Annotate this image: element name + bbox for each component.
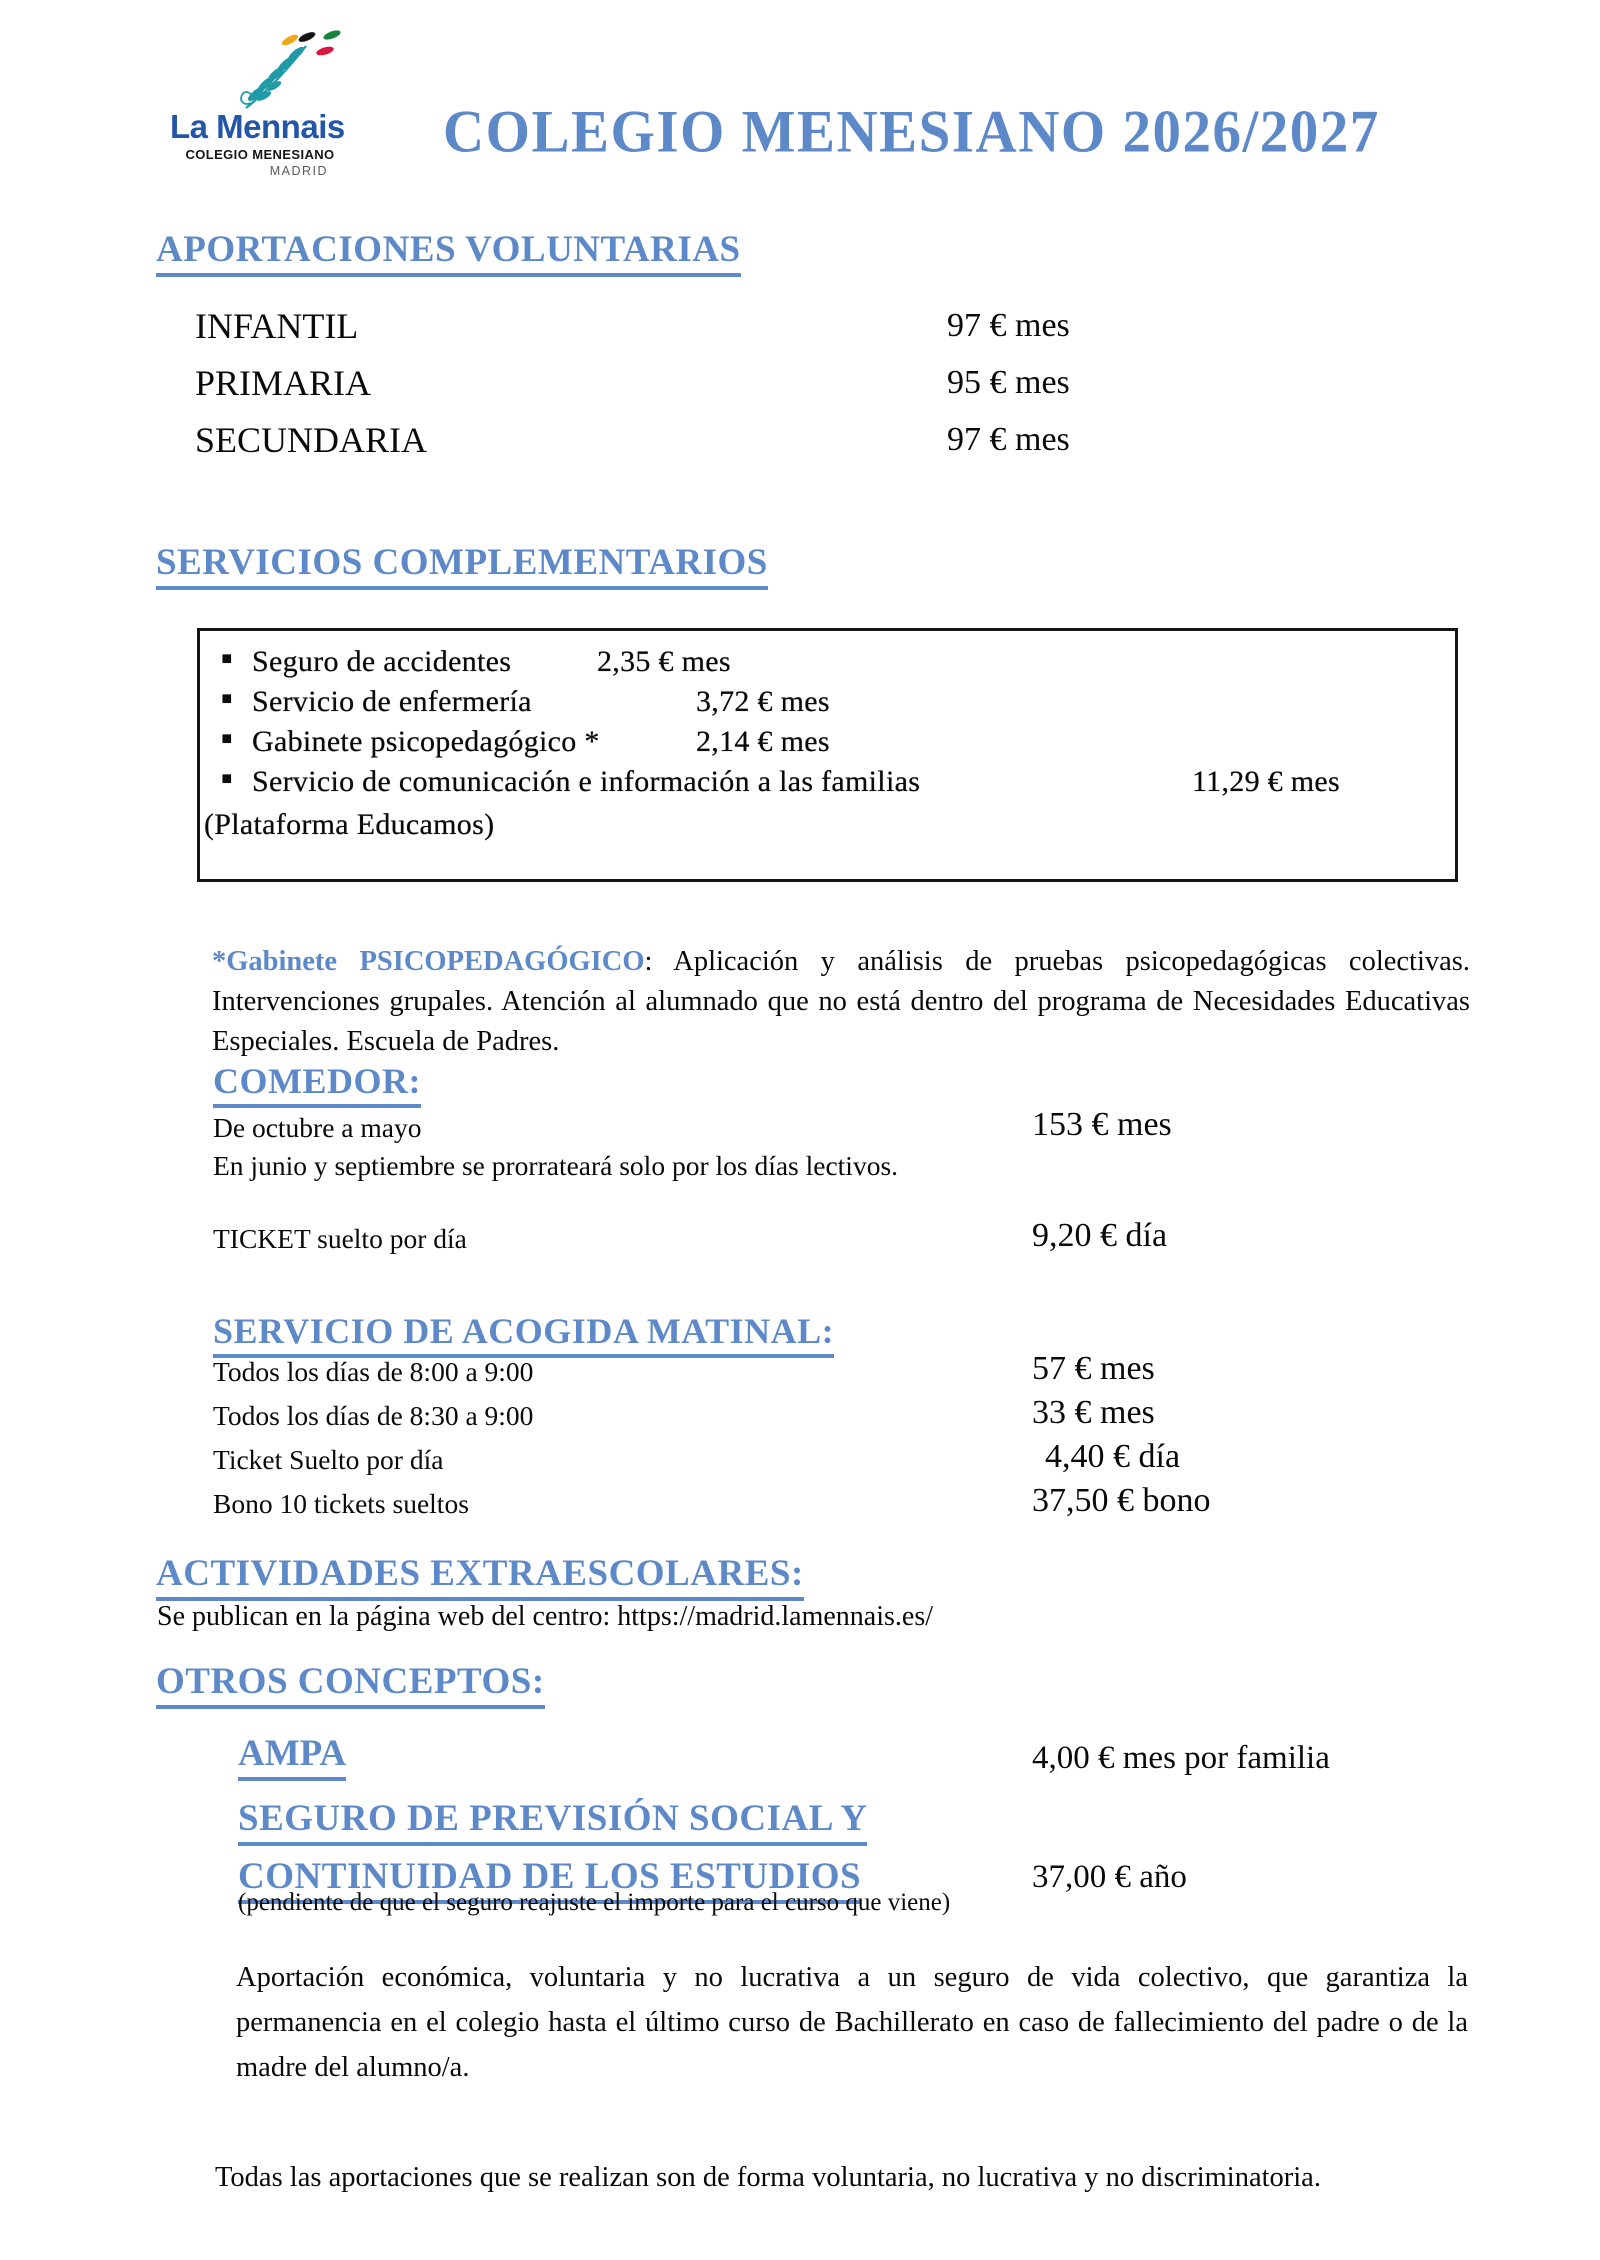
fee-price: 37,00 € año	[1032, 1859, 1187, 1895]
servicios-item	[221, 685, 1455, 725]
servicios-item-label: Seguro de accidentes	[252, 645, 512, 678]
servicios-item-price: 3,72 € mes	[696, 685, 830, 718]
servicios-item-label: Servicio de enfermería	[252, 685, 532, 718]
fee-label: PRIMARIA	[195, 363, 372, 403]
fee-label: TICKET suelto por día	[213, 1223, 467, 1254]
logo-leaf-icon	[228, 30, 343, 110]
fee-label: INFANTIL	[195, 306, 359, 346]
servicios-item-price: 2,14 € mes	[696, 725, 830, 758]
heading-actividades-extraescolares: ACTIVIDADES EXTRAESCOLARES:	[156, 1552, 804, 1601]
fee-price: 57 € mes	[1032, 1350, 1155, 1387]
fee-price: 153 € mes	[1032, 1106, 1172, 1143]
heading-comedor: COMEDOR:	[213, 1060, 421, 1108]
logo-subtitle: COLEGIO MENESIANO	[185, 147, 335, 162]
fee-row-acogida-830	[213, 1394, 1473, 1432]
fee-row-ampa	[238, 1732, 1498, 1781]
servicios-box-footer: (Plataforma Educamos)	[204, 808, 495, 841]
fee-price: 97 € mes	[947, 421, 1070, 458]
fee-row-comedor-ticket	[213, 1217, 1473, 1255]
servicios-item-price: 11,29 € mes	[1192, 765, 1341, 798]
servicios-item	[221, 645, 1455, 685]
fee-price: 4,40 € día	[1045, 1438, 1181, 1475]
school-logo	[170, 30, 350, 178]
bullet-square-icon: ▪	[221, 688, 233, 708]
bullet-square-icon: ▪	[221, 648, 233, 668]
heading-seguro-line1: SEGURO DE PREVISIÓN SOCIAL Y	[238, 1797, 867, 1846]
comedor-note: En junio y septiembre se prorrateará solo por los días lectivos.	[213, 1150, 899, 1181]
gabinete-note-text: : Aplicación y análisis de pruebas psicopedagógicas colectivas. Intervenciones grupales. Atención al alumnado que no está dentro del programa de Necesidades Educativas Especiales. Escuela de Padres.	[212, 946, 1470, 1057]
fee-price: 9,20 € día	[1032, 1217, 1168, 1254]
fee-row-infantil	[195, 305, 1475, 347]
fee-price: 4,00 € mes por familia	[1032, 1740, 1330, 1776]
fee-price: 97 € mes	[947, 307, 1070, 344]
fee-row-comedor-mensual	[213, 1106, 1473, 1144]
fee-label: SECUNDARIA	[195, 420, 428, 460]
fee-label: Todos los días de 8:30 a 9:00	[213, 1400, 534, 1431]
fee-row-acogida-ticket	[213, 1438, 1473, 1476]
seguro-description: Aportación económica, voluntaria y no lucrativa a un seguro de vida colectivo, que garantiza la permanencia en el colegio hasta el último curso de Bachillerato en caso de fallecimiento del padre o de la madre del alumno/a.	[236, 1962, 1468, 2083]
servicios-item	[221, 765, 1455, 805]
servicios-item-label: Servicio de comunicación e información a las familias	[252, 765, 921, 798]
fee-row-secundaria	[195, 419, 1475, 461]
heading-aportaciones-voluntarias: APORTACIONES VOLUNTARIAS	[156, 228, 741, 277]
fee-price: 95 € mes	[947, 364, 1070, 401]
servicios-list	[200, 631, 1455, 805]
gabinete-note-lead: *Gabinete PSICOPEDAGÓGICO	[212, 946, 645, 977]
fee-label: Ticket Suelto por día	[213, 1444, 444, 1475]
fee-row-acogida-bono	[213, 1482, 1473, 1520]
heading-otros-conceptos: OTROS CONCEPTOS:	[156, 1660, 545, 1709]
fee-price: 33 € mes	[1032, 1394, 1155, 1431]
bullet-square-icon: ▪	[221, 768, 233, 788]
logo-city: MADRID	[269, 164, 328, 178]
seguro-note: (pendiente de que el seguro reajuste el importe para el curso que viene)	[238, 1889, 951, 1916]
bullet-square-icon: ▪	[221, 728, 233, 748]
extraescolares-note: Se publican en la página web del centro: https://madrid.lamennais.es/	[157, 1601, 934, 1632]
heading-servicios-complementarios: SERVICIOS COMPLEMENTARIOS	[156, 541, 768, 590]
logo-name: La Mennais	[170, 108, 345, 145]
servicios-item	[221, 725, 1455, 765]
heading-ampa: AMPA	[238, 1732, 346, 1781]
servicios-box	[197, 628, 1458, 882]
heading-seguro-line2: CONTINUIDAD DE LOS ESTUDIOS	[238, 1855, 861, 1904]
fee-label: De octubre a mayo	[213, 1112, 422, 1143]
fee-row-acogida-800	[213, 1350, 1473, 1388]
fee-price: 37,50 € bono	[1032, 1482, 1211, 1519]
fee-label: Bono 10 tickets sueltos	[213, 1488, 469, 1519]
servicios-item-price: 2,35 € mes	[597, 645, 731, 678]
fee-label: Todos los días de 8:00 a 9:00	[213, 1356, 534, 1387]
heading-acogida-matinal: SERVICIO DE ACOGIDA MATINAL:	[213, 1310, 834, 1358]
gabinete-note	[212, 942, 1470, 1062]
fee-row-primaria	[195, 362, 1475, 404]
servicios-item-label: Gabinete psicopedagógico *	[252, 725, 600, 758]
page-title: COLEGIO MENESIANO 2026/2027	[443, 99, 1380, 166]
footer-note: Todas las aportaciones que se realizan son de forma voluntaria, no lucrativa y no discriminatoria.	[215, 2162, 1321, 2193]
